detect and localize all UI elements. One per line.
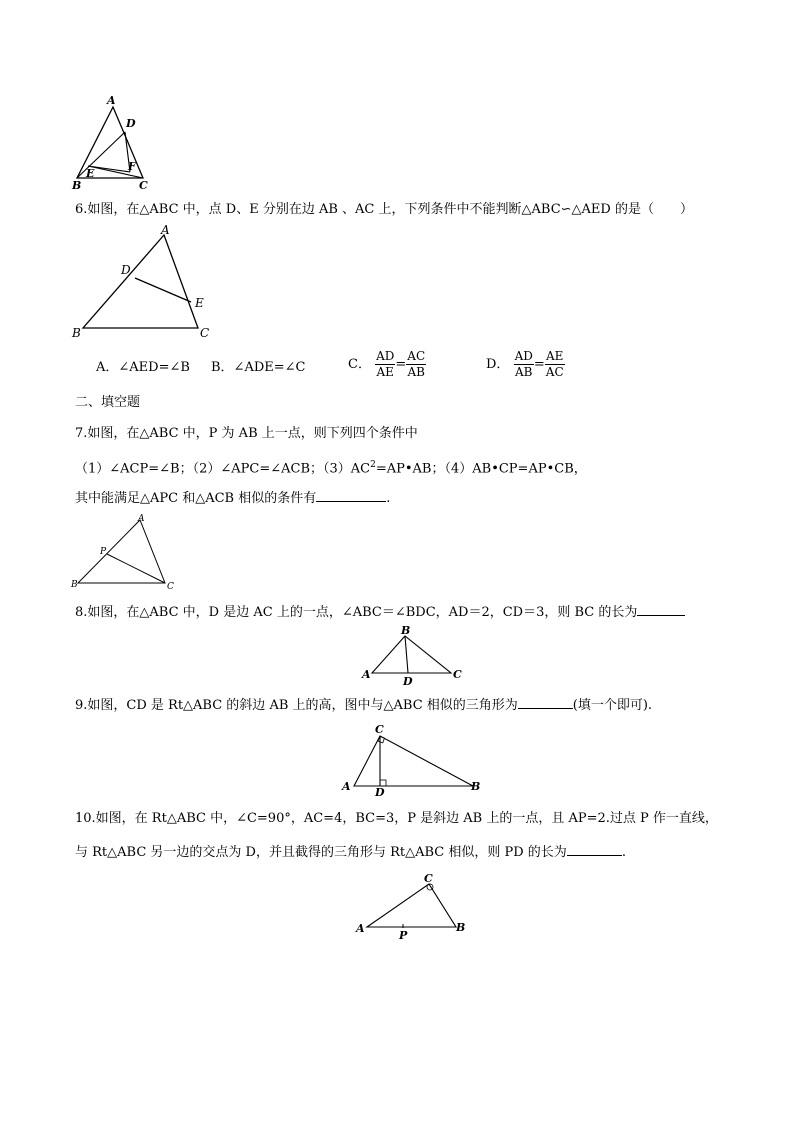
label-b: B — [471, 780, 481, 793]
label-b: B — [71, 580, 78, 590]
label-a: A — [362, 668, 371, 681]
figure-q10 — [352, 870, 477, 942]
question-7-stem: 7.如图，在△ABC 中，P 为 AB 上一点，则下列四个条件中 — [75, 426, 418, 441]
label-d: D — [375, 786, 385, 799]
figure-q5 — [70, 95, 160, 195]
answer-blank[interactable] — [316, 488, 386, 502]
label-d: D — [121, 263, 131, 277]
label-c: C — [424, 872, 433, 885]
question-9-stem: 9.如图，CD 是 Rt△ABC 的斜边 AB 上的高，图中与△ABC 相似的三角形为 (填一个即可). — [75, 695, 652, 715]
figure-q9 — [337, 720, 487, 799]
triangle-apc-acb — [68, 512, 183, 592]
triangle-ade-abc — [68, 222, 218, 342]
figure-q8 — [358, 624, 468, 689]
label-p: P — [100, 547, 107, 557]
label-b: B — [401, 624, 411, 637]
figure-q7 — [68, 512, 183, 592]
label-c: C — [139, 179, 148, 192]
question-8-stem: 8.如图，在△ABC 中，D 是边 AC 上的一点，∠ABC＝∠BDC，AD＝2，CD＝3，则 BC 的长为 — [75, 602, 685, 622]
label-a: A — [342, 780, 351, 793]
label-f: F — [128, 160, 136, 173]
option-d-fraction-left: $\frac{AD}{AB}$ — [514, 349, 533, 379]
label-a: A — [356, 922, 365, 935]
answer-blank[interactable] — [567, 842, 622, 856]
right-triangle-with-altitude — [337, 720, 487, 799]
question-10-line1: 10.如图，在 Rt△ABC 中，∠C=90°，AC=4，BC=3，P 是斜边 AB 上的一点，且 AP=2.过点 P 作一直线， — [75, 811, 718, 826]
option-a: A．∠AED=∠B — [96, 360, 190, 375]
option-b: B．∠ADE=∠C — [211, 360, 306, 375]
label-b: B — [72, 326, 81, 340]
option-d — [486, 349, 565, 380]
option-c-fraction-right: $\frac{AC}{AB}$ — [407, 349, 426, 379]
option-d-equals: = — [533, 357, 545, 372]
label-c: C — [167, 582, 174, 592]
right-triangle-point-p — [352, 870, 477, 942]
triangle-abc-with-cevians — [70, 95, 160, 195]
option-c — [348, 349, 426, 380]
label-b: B — [72, 179, 82, 192]
label-a: A — [161, 223, 170, 237]
label-e: E — [86, 167, 95, 180]
label-c: C — [453, 668, 462, 681]
label-a: A — [107, 94, 116, 107]
question-7-ask: 其中能满足△APC 和△ACB 相似的条件有 . — [75, 488, 390, 508]
option-c-fraction-left: $\frac{AD}{AE}$ — [376, 349, 395, 379]
question-7-conditions: （1）∠ACP=∠B；（2）∠APC=∠ACB；$(3)AC^2=AP•AB$；（4）AB•CP=AP•CB， — [75, 460, 587, 477]
label-p: P — [399, 929, 408, 942]
option-c-prefix: C． — [348, 357, 371, 372]
answer-blank[interactable] — [637, 602, 685, 616]
figure-q6 — [68, 222, 218, 342]
label-d: D — [126, 117, 136, 130]
label-d: D — [403, 675, 413, 688]
answer-blank[interactable] — [518, 695, 573, 709]
option-c-equals: = — [395, 357, 407, 372]
label-c: C — [200, 326, 210, 340]
section-title: 二、填空题 — [75, 395, 141, 410]
option-d-prefix: D． — [486, 357, 510, 372]
option-d-fraction-right: $\frac{AE}{AC}$ — [545, 349, 564, 379]
label-b: B — [456, 921, 466, 934]
label-a: A — [138, 514, 145, 524]
question-6-stem: 6.如图，在△ABC 中，点 D、E 分别在边 AB 、AC 上，下列条件中不能判断△ABC∽△AED 的是（ ） — [75, 202, 693, 217]
label-c: C — [375, 723, 384, 736]
question-10-line2: 与 Rt△ABC 另一边的交点为 D，并且截得的三角形与 Rt△ABC 相似，则 PD 的长为 . — [75, 842, 626, 862]
label-e: E — [195, 296, 204, 310]
triangle-abc-point-d — [358, 624, 468, 689]
